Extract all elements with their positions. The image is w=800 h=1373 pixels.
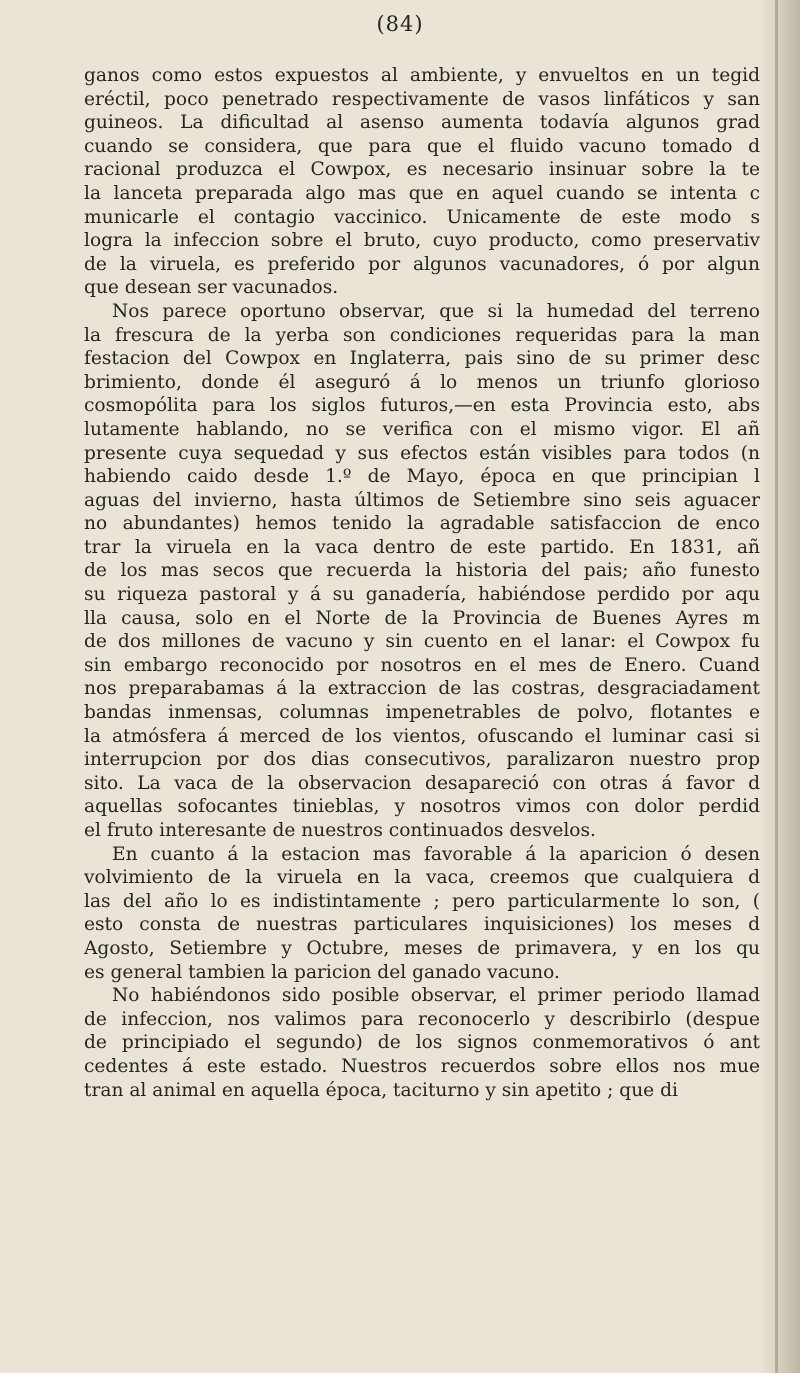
- text-line: de la viruela, es preferido por algunos vacunadores, ó por algun: [84, 253, 760, 275]
- text-line: trar la viruela en la vaca dentro de este partido. En 1831, añ: [84, 536, 760, 558]
- text-line: volvimiento de la viruela en la vaca, creemos que cualquiera d: [84, 867, 760, 889]
- text-line: aguas del invierno, hasta últimos de Setiembre sino seis aguacer: [84, 489, 760, 511]
- text-line: es general tambien la paricion del ganado vacuno.: [84, 961, 560, 983]
- text-line: eréctil, poco penetrado respectivamente de vasos linfáticos y san: [84, 88, 760, 110]
- text-line: las del año lo es indistintamente ; pero particularmente lo son, (: [84, 890, 760, 912]
- text-line: de infeccion, nos valimos para reconocerlo y describirlo (despue: [84, 1008, 760, 1030]
- text-line: municarle el contagio vaccinico. Unicamente de este modo s: [84, 206, 760, 228]
- binding-gutter: [775, 0, 778, 1373]
- text-line: guineos. La dificultad al asenso aumenta todavía algunos grad: [84, 112, 760, 134]
- text-line: Agosto, Setiembre y Octubre, meses de primavera, y en los qu: [84, 937, 760, 959]
- text-line: cosmopólita para los siglos futuros,—en esta Provincia esto, abs: [84, 395, 760, 417]
- text-line: su riqueza pastoral y á su ganadería, habiéndose perdido por aqu: [84, 584, 760, 606]
- text-line: la atmósfera á merced de los vientos, ofuscando el luminar casi si: [84, 725, 760, 747]
- text-line: No habiéndonos sido posible observar, el primer periodo llamad: [112, 985, 760, 1007]
- text-line: sito. La vaca de la observacion desapareció con otras á favor d: [84, 772, 760, 794]
- text-line: de principiado el segundo) de los signos conmemorativos ó ant: [84, 1032, 760, 1054]
- text-line: el fruto interesante de nuestros continuados desvelos.: [84, 820, 596, 841]
- text-line: sin embargo reconocido por nosotros en el mes de Enero. Cuand: [84, 654, 760, 676]
- text-line: la frescura de la yerba son condiciones requeridas para la man: [84, 324, 760, 346]
- text-line: de los mas secos que recuerda la historia del pais; año funesto: [84, 560, 760, 582]
- text-line: En cuanto á la estacion mas favorable á la aparicion ó desen: [112, 843, 760, 865]
- text-line: nos preparabamas á la extraccion de las costras, desgraciadament: [84, 678, 760, 700]
- text-line: Nos parece oportuno observar, que si la humedad del terreno: [112, 300, 760, 322]
- text-line: presente cuya sequedad y sus efectos están visibles para todos (n: [84, 442, 760, 464]
- text-line: festacion del Cowpox en Inglaterra, pais sino de su primer desc: [84, 348, 760, 370]
- text-line: aquellas sofocantes tinieblas, y nosotros vimos con dolor perdid: [84, 796, 760, 818]
- text-line: que desean ser vacunados.: [84, 277, 339, 299]
- text-line: cuando se considera, que para que el fluido vacuno tomado d: [84, 135, 760, 157]
- text-line: lla causa, solo en el Norte de la Provincia de Buenes Ayres m: [84, 607, 760, 629]
- text-line: esto consta de nuestras particulares inquisiciones) los meses d: [84, 914, 760, 936]
- text-line: lutamente hablando, no se verifica con el mismo vigor. El añ: [84, 418, 760, 440]
- text-line: tran al animal en aquella época, taciturno y sin apetito ; que di: [84, 1079, 678, 1101]
- text-line: brimiento, donde él aseguró á lo menos un triunfo glorioso: [84, 371, 760, 393]
- text-line: ganos como estos expuestos al ambiente, y envueltos en un tegid: [84, 65, 760, 86]
- text-line: interrupcion por dos dias consecutivos, paralizaron nuestro prop: [84, 749, 760, 771]
- text-line: de dos millones de vacuno y sin cuento en el lanar: el Cowpox fu: [84, 631, 760, 653]
- text-line: habiendo caido desde 1.º de Mayo, época en que principian l: [84, 466, 760, 488]
- text-line: logra la infeccion sobre el bruto, cuyo producto, como preservativ: [84, 230, 760, 252]
- text-line: racional produzca el Cowpox, es necesario insinuar sobre la te: [84, 159, 760, 181]
- text-line: bandas inmensas, columnas impenetrables de polvo, flotantes e: [84, 702, 760, 724]
- text-line: cedentes á este estado. Nuestros recuerdos sobre ellos nos mue: [84, 1055, 760, 1077]
- text-line: no abundantes) hemos tenido la agradable satisfaccion de enco: [84, 513, 760, 535]
- body-text: [84, 64, 760, 1102]
- text-line: la lanceta preparada algo mas que en aquel cuando se intenta c: [84, 182, 760, 204]
- page-number: (84): [376, 12, 424, 36]
- page-edge-shadow: [762, 0, 800, 1373]
